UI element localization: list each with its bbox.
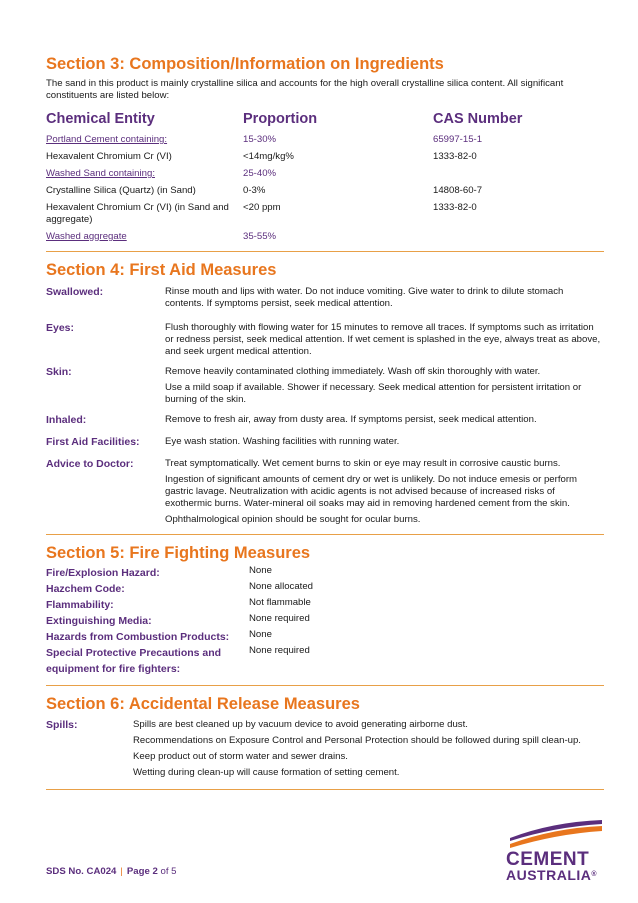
logo-line2-text: AUSTRALIA (506, 867, 592, 883)
fire-value: Not flammable (249, 597, 311, 608)
fire-item (46, 565, 604, 581)
section-3-title: Section 3: Composition/Information on Ingredients (46, 55, 444, 73)
divider (46, 534, 604, 535)
first-aid-text (165, 458, 604, 530)
composition-table-header (46, 110, 604, 128)
first-aid-label: Skin: (46, 366, 72, 378)
first-aid-paragraph: Rinse mouth and lips with water. Do not induce vomiting. Give water to drink to dilute stomach contents. If symptoms persist, seek medical attention. (165, 286, 564, 309)
header-proportion: Proportion (243, 111, 318, 127)
first-aid-item (46, 322, 604, 362)
footer-separator: | (120, 866, 123, 877)
spills-paragraph: Wetting during clean-up will cause formation of setting cement. (133, 767, 400, 778)
first-aid-text (165, 286, 604, 314)
fire-item (46, 629, 604, 645)
fire-label: Hazchem Code: (46, 583, 125, 595)
fire-value: None (249, 565, 272, 576)
first-aid-label: Swallowed: (46, 286, 104, 298)
page-of: of 5 (160, 866, 177, 877)
first-aid-label: Advice to Doctor: (46, 458, 134, 470)
fire-value: None allocated (249, 581, 314, 592)
first-aid-item (46, 458, 604, 530)
cement-australia-logo (506, 820, 606, 882)
first-aid-label: Inhaled: (46, 414, 87, 426)
table-row (46, 151, 604, 163)
document-page (46, 54, 604, 790)
cell-entity: Hexavalent Chromium Cr (VI) (46, 151, 172, 162)
page-label: Page 2 (126, 866, 158, 877)
cell-proportion: 25-40% (243, 168, 277, 179)
table-row (46, 168, 604, 180)
table-row (46, 231, 604, 243)
header-chemical-entity: Chemical Entity (46, 111, 155, 127)
logo-line2 (506, 868, 597, 882)
first-aid-label: Eyes: (46, 322, 75, 334)
cell-cas (433, 231, 604, 243)
cell-entity[interactable]: Portland Cement containing: (46, 134, 168, 145)
first-aid-paragraph: Remove heavily contaminated clothing immediately. Wash off skin thoroughly with water. (165, 366, 541, 377)
spills-paragraph: Spills are best cleaned up by vacuum device to avoid generating airborne dust. (133, 719, 468, 730)
page-footer (46, 866, 177, 877)
table-row (46, 134, 604, 146)
cell-entity[interactable]: Washed aggregate (46, 231, 127, 242)
fire-value: None (249, 629, 272, 640)
logo-line1: CEMENT (506, 849, 590, 870)
fire-label: Extinguishing Media: (46, 615, 152, 627)
fire-value: None required (249, 613, 310, 624)
fire-label: Special Protective Precautions and equipment for fire fighters: (46, 647, 222, 675)
registered-mark: ® (591, 871, 598, 878)
composition-table-body (46, 134, 604, 243)
fire-value: None required (249, 645, 310, 656)
cell-proportion: 0-3% (243, 185, 266, 196)
first-aid-paragraph: Eye wash station. Washing facilities with running water. (165, 436, 400, 447)
cell-cas: 14808-60-7 (433, 185, 483, 196)
first-aid-item (46, 286, 604, 314)
cell-proportion: 35-55% (243, 231, 277, 242)
table-row (46, 185, 604, 197)
cell-cas: 1333-82-0 (433, 151, 477, 162)
logo-swoosh-icon (506, 820, 606, 850)
first-aid-item (46, 366, 604, 410)
first-aid-item (46, 436, 604, 452)
cell-proportion: <20 ppm (243, 202, 281, 213)
spills-paragraph: Recommendations on Exposure Control and Personal Protection should be followed during spill clean-up. (133, 735, 581, 746)
first-aid-text (165, 414, 604, 430)
fire-label: Hazards from Combustion Products: (46, 631, 230, 643)
section-3-intro: The sand in this product is mainly crystalline silica and accounts for the high overall crystalline silica content. All significant constituents are listed below: (46, 78, 564, 101)
fire-label: Fire/Explosion Hazard: (46, 567, 160, 579)
section-3 (46, 54, 604, 243)
first-aid-item (46, 414, 604, 430)
first-aid-text (165, 366, 604, 410)
spills-paragraph: Keep product out of storm water and sewer drains. (133, 751, 348, 762)
divider (46, 789, 604, 790)
cell-entity[interactable]: Washed Sand containing: (46, 168, 155, 179)
cell-proportion: <14mg/kg% (243, 151, 294, 162)
first-aid-paragraph: Treat symptomatically. Wet cement burns to skin or eye may result in corrosive caustic burns. (165, 458, 561, 469)
fire-item (46, 581, 604, 597)
first-aid-paragraph: Ingestion of significant amounts of cement dry or wet is unlikely. Do not induce emesis or perform gastric lavage. Neutralization with acidic agents is not advised because of increased risks of exothermic burns. Water-mineral oil soaks may aid in removing hardened cement from the skin. (165, 474, 578, 509)
cell-cas (433, 168, 604, 180)
spills-row (46, 719, 604, 783)
section-4 (46, 260, 604, 530)
table-row (46, 202, 604, 226)
first-aid-paragraph: Remove to fresh air, away from dusty area. If symptoms persist, seek medical attention. (165, 414, 537, 425)
fire-label: Flammability: (46, 599, 114, 611)
cell-entity: Crystalline Silica (Quartz) (in Sand) (46, 185, 196, 196)
section-5 (46, 543, 604, 677)
cell-cas: 1333-82-0 (433, 202, 477, 213)
header-cas-number: CAS Number (433, 111, 523, 127)
fire-item (46, 613, 604, 629)
cell-entity: Hexavalent Chromium Cr (VI) (in Sand and aggregate) (46, 202, 229, 225)
sds-number: SDS No. CA024 (46, 866, 117, 877)
cell-cas: 65997-15-1 (433, 134, 483, 145)
first-aid-list (46, 286, 604, 530)
first-aid-paragraph: Flush thoroughly with flowing water for 15 minutes to remove all traces. If symptoms such as irritation or redness persist, seek medical attention. If wet cement is splashed in the eye, always treat as above, and seek urgent medical attention. (165, 322, 601, 357)
spills-label: Spills: (46, 719, 78, 731)
first-aid-text (165, 436, 604, 452)
first-aid-paragraph: Ophthalmological opinion should be sought for ocular burns. (165, 514, 421, 525)
cell-proportion: 15-30% (243, 134, 277, 145)
divider (46, 251, 604, 252)
first-aid-label: First Aid Facilities: (46, 436, 140, 448)
section-4-title: Section 4: First Aid Measures (46, 261, 277, 279)
first-aid-paragraph: Use a mild soap if available. Shower if necessary. Seek medical attention for persistent irritation or burning of the skin. (165, 382, 582, 405)
first-aid-text (165, 322, 604, 362)
section-6 (46, 694, 604, 783)
section-6-title: Section 6: Accidental Release Measures (46, 695, 360, 713)
fire-fighting-list (46, 565, 604, 677)
spills-text (133, 719, 581, 783)
divider (46, 685, 604, 686)
fire-item (46, 597, 604, 613)
section-5-title: Section 5: Fire Fighting Measures (46, 544, 311, 562)
fire-item (46, 645, 604, 677)
